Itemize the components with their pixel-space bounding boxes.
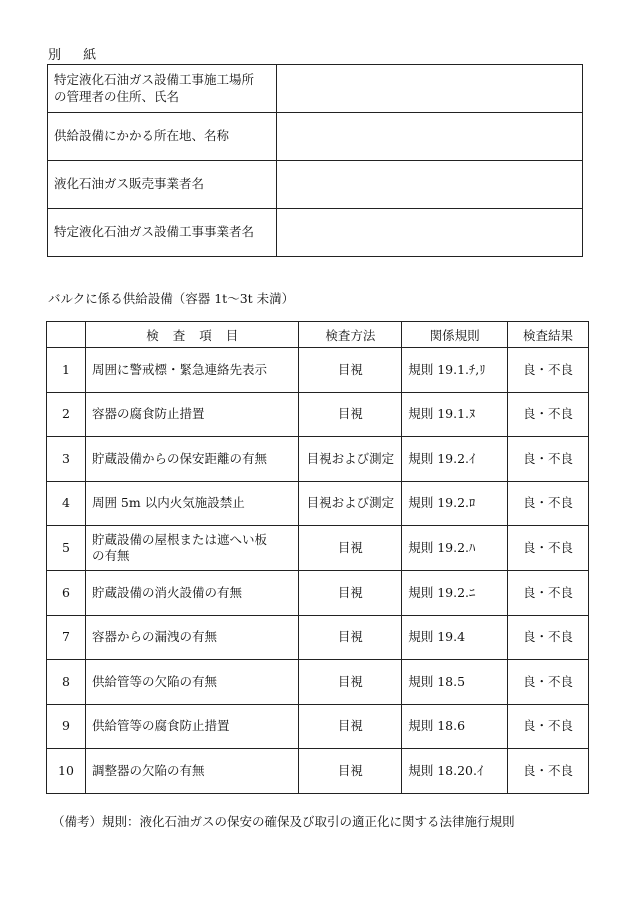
info-label-line: 特定液化石油ガス設備工事事業者名: [54, 224, 255, 240]
row-number: 3: [47, 437, 86, 482]
info-value: [277, 113, 583, 161]
inspection-item: [85, 526, 299, 571]
info-value: [277, 65, 583, 113]
inspection-method: 目視: [299, 392, 402, 437]
info-label-line: 特定液化石油ガス設備工事施工場所: [54, 71, 255, 87]
inspection-item-line: 容器からの漏洩の有無: [91, 629, 217, 645]
related-rule: 規則 19.2.ｲ: [402, 437, 508, 482]
related-rule: 規則 19.4: [402, 615, 508, 660]
inspection-result: 良・不良: [508, 570, 589, 615]
info-label-line: 供給設備にかかる所在地、名称: [54, 128, 230, 144]
related-rule: 規則 19.2.ﾛ: [402, 481, 508, 526]
inspection-method: 目視および測定: [299, 437, 402, 482]
inspection-item: [85, 437, 299, 482]
row-number: 5: [47, 526, 86, 571]
header-rule: 関係規則: [402, 322, 508, 348]
related-rule: 規則 19.2.ﾊ: [402, 526, 508, 571]
inspection-item-line: 調整器の欠陥の有無: [91, 763, 205, 779]
row-number: 9: [47, 704, 86, 749]
header-item: 検査項目: [85, 322, 299, 348]
inspection-result: 良・不良: [508, 526, 589, 571]
inspection-item: [85, 749, 299, 794]
inspection-item-line: 周囲 5m 以内火気施設禁止: [91, 495, 245, 511]
remarks-note: （備考）規則：液化石油ガスの保安の確保及び取引の適正化に関する法律施行規則: [52, 814, 515, 829]
inspection-method: 目視: [299, 749, 402, 794]
inspection-item-line: 供給管等の欠陥の有無: [91, 673, 217, 689]
info-row: [48, 161, 583, 209]
info-value: [277, 161, 583, 209]
inspection-item-line: 貯蔵設備の屋根または遮へい板: [91, 531, 267, 547]
info-label: [48, 209, 277, 257]
info-row: [48, 113, 583, 161]
related-rule: 規則 18.5: [402, 660, 508, 705]
table-row: [47, 704, 589, 749]
table-row: [47, 437, 589, 482]
info-table: [47, 64, 583, 257]
info-value: [277, 209, 583, 257]
inspection-item-line: 容器の腐食防止措置: [91, 406, 205, 422]
inspection-result: 良・不良: [508, 481, 589, 526]
inspection-item: [85, 704, 299, 749]
inspection-method: 目視: [299, 526, 402, 571]
info-label-line: 液化石油ガス販売事業者名: [54, 176, 205, 192]
table-row: [47, 348, 589, 393]
inspection-method: 目視: [299, 348, 402, 393]
info-label: [48, 161, 277, 209]
inspection-result: 良・不良: [508, 437, 589, 482]
inspection-method: 目視: [299, 660, 402, 705]
inspection-method: 目視および測定: [299, 481, 402, 526]
row-number: 7: [47, 615, 86, 660]
info-label: [48, 113, 277, 161]
row-number: 1: [47, 348, 86, 393]
inspection-method: 目視: [299, 704, 402, 749]
row-number: 4: [47, 481, 86, 526]
row-number: 8: [47, 660, 86, 705]
inspection-item-line: 供給管等の腐食防止措置: [91, 718, 230, 734]
inspection-item: [85, 481, 299, 526]
inspection-item: [85, 570, 299, 615]
header-result: 検査結果: [508, 322, 589, 348]
inspection-result: 良・不良: [508, 749, 589, 794]
header-no: [47, 322, 86, 348]
row-number: 10: [47, 749, 86, 794]
inspection-item-line: 周囲に警戒標・緊急連絡先表示: [91, 361, 267, 377]
table-row: [47, 570, 589, 615]
table-row: [47, 749, 589, 794]
table-row: [47, 481, 589, 526]
inspection-method: 目視: [299, 570, 402, 615]
related-rule: 規則 19.1.ﾁ,ﾘ: [402, 348, 508, 393]
inspection-item-line: 貯蔵設備からの保安距離の有無: [91, 450, 267, 466]
inspection-method: 目視: [299, 615, 402, 660]
inspection-result: 良・不良: [508, 615, 589, 660]
related-rule: 規則 19.2.ﾆ: [402, 570, 508, 615]
inspection-item-line: の有無: [91, 548, 130, 564]
section-title: バルクに係る供給設備（容器 1t～3t 未満）: [48, 291, 295, 306]
info-label-line: の管理者の住所、氏名: [54, 88, 180, 104]
inspection-table: [46, 321, 589, 794]
header-method: 検査方法: [299, 322, 402, 348]
info-row: [48, 65, 583, 113]
table-row: [47, 392, 589, 437]
info-row: [48, 209, 583, 257]
row-number: 6: [47, 570, 86, 615]
inspection-item: [85, 615, 299, 660]
inspection-item: [85, 348, 299, 393]
inspection-result: 良・不良: [508, 704, 589, 749]
inspection-item-line: 貯蔵設備の消火設備の有無: [91, 584, 242, 600]
inspection-item: [85, 392, 299, 437]
inspection-result: 良・不良: [508, 660, 589, 705]
row-number: 2: [47, 392, 86, 437]
related-rule: 規則 18.6: [402, 704, 508, 749]
inspection-result: 良・不良: [508, 348, 589, 393]
info-label: [48, 65, 277, 113]
inspection-result: 良・不良: [508, 392, 589, 437]
table-header-row: [47, 322, 589, 348]
table-row: [47, 660, 589, 705]
table-row: [47, 615, 589, 660]
inspection-item: [85, 660, 299, 705]
related-rule: 規則 18.20.ｲ: [402, 749, 508, 794]
annex-label: 別 紙: [48, 48, 106, 63]
table-row: [47, 526, 589, 571]
related-rule: 規則 19.1.ﾇ: [402, 392, 508, 437]
